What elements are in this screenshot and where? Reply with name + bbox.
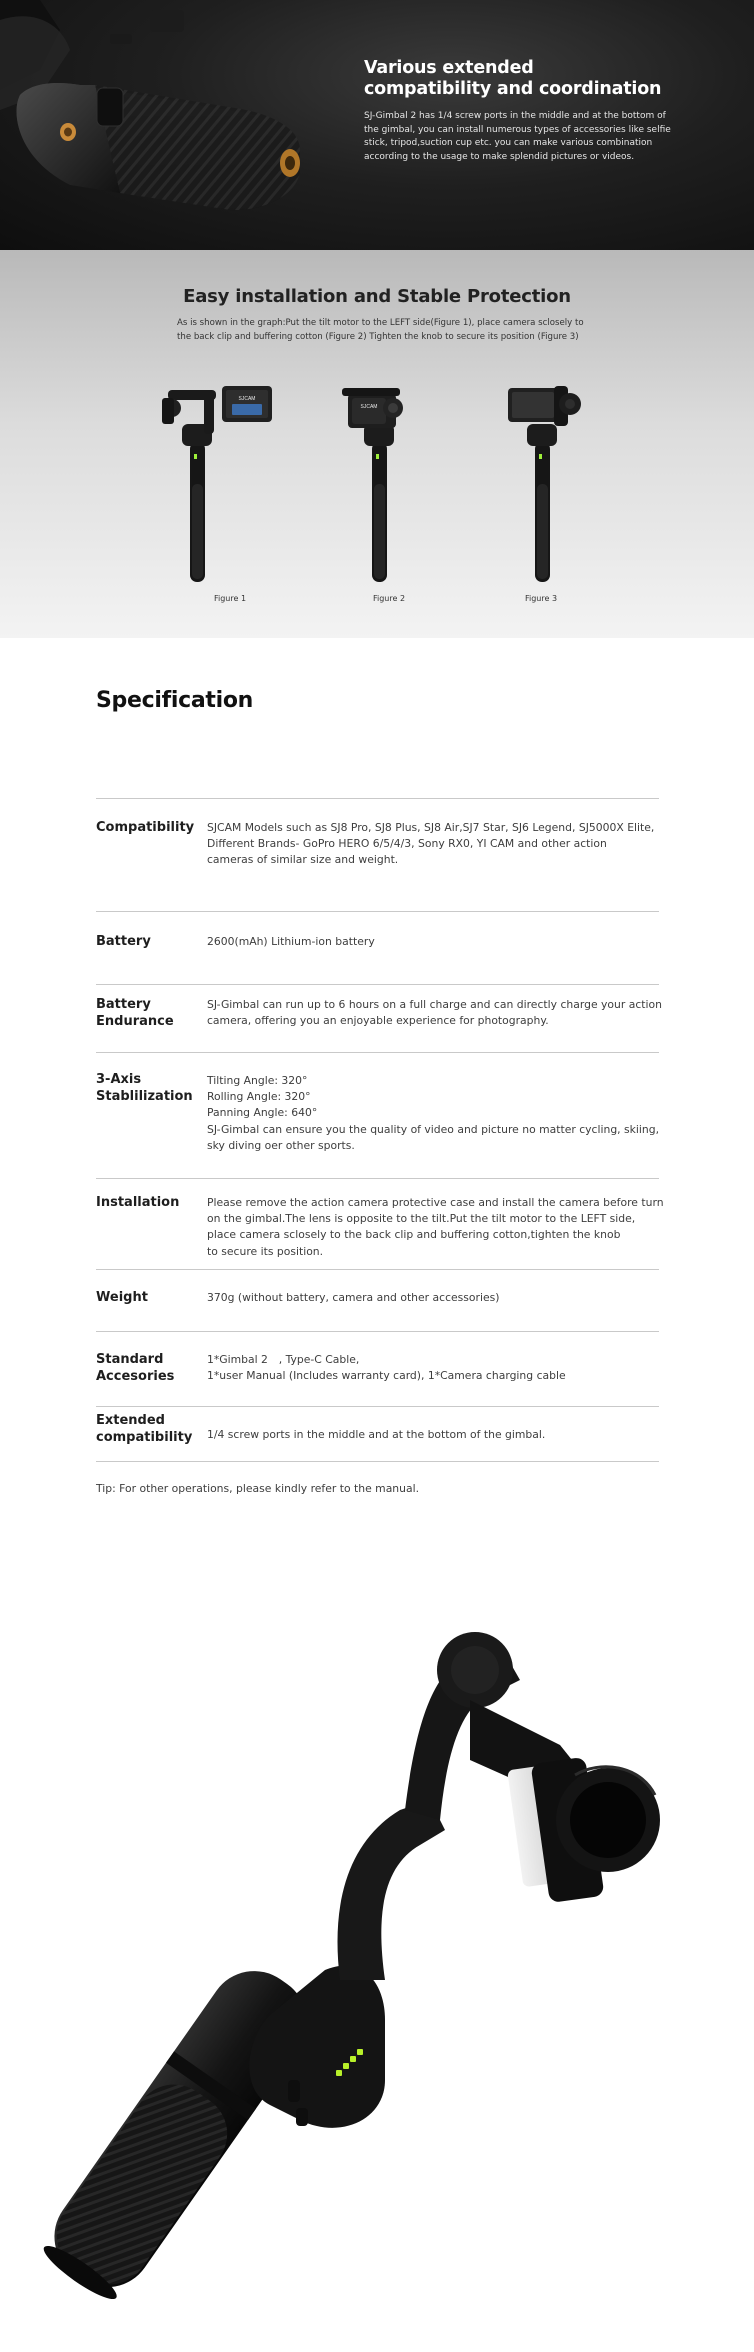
hero-description (364, 110, 686, 164)
tip-text: Tip: For other operations, please kindly refer to the manual. (96, 1482, 420, 1495)
camera-brand-label: SJCAM (238, 396, 256, 402)
spec-row-battery (96, 911, 659, 984)
spec-row-battery-endurance (96, 984, 662, 1052)
installation-text-line: As is shown in the graph:Put the tilt motor to the LEFT side(Figure 1), place camera sclosely to (177, 318, 584, 328)
spec-value-line: Please remove the action camera protective case and install the camera before turn (207, 1196, 664, 1209)
spec-value (207, 934, 659, 950)
hero-title-line: compatibility and coordination (364, 79, 662, 99)
spec-label-line: Battery (96, 934, 151, 949)
spec-label-line: compatibility (96, 1430, 193, 1445)
spec-row-compatibility (96, 798, 659, 911)
product-image-section (0, 1560, 754, 2352)
gimbal-product-image (0, 1560, 754, 2352)
hero-text-line: SJ-Gimbal 2 has 1/4 screw ports in the middle and at the bottom of (364, 111, 666, 121)
battery-led-1 (336, 2070, 342, 2076)
spec-value-line: Rolling Angle: 320° (207, 1090, 311, 1104)
hero-text-line: according to the usage to make splendid pictures or videos. (364, 151, 635, 162)
installation-text-line: the back clip and buffering cotton (Figure 2) Tighten the knob to secure its position (Figure 3) (177, 331, 579, 342)
hero-text-line: stick, tripod,suction cup etc. you can make various combination (364, 138, 653, 148)
spec-value-line: SJCAM Models such as SJ8 Pro, SJ8 Plus, SJ8 Air,SJ7 Star, SJ6 Legend, SJ5000X Elite, (207, 821, 655, 834)
figure-1-gimbal-image (152, 384, 278, 590)
spec-label-line: Weight (96, 1290, 148, 1305)
spec-label (96, 996, 206, 1030)
hero-text-line: the gimbal, you can install numerous types of accessories like selfie (364, 124, 671, 135)
spec-value (207, 1290, 659, 1306)
spec-value-line: 1/4 screw ports in the middle and at the bottom of the gimbal. (207, 1428, 546, 1441)
spec-table-bottom-divider (96, 1461, 659, 1462)
spec-value-line: place camera sclosely to the back clip and buffering cotton,tighten the knob (207, 1228, 621, 1242)
battery-led-4 (357, 2049, 363, 2055)
figure-2-gimbal-image (338, 384, 464, 590)
spec-label (96, 1194, 206, 1211)
spec-value-line: Tilting Angle: 320° (207, 1074, 308, 1087)
specification-title: Specification (96, 688, 254, 713)
hero-title-line: Various extended (364, 58, 534, 78)
spec-row-extended-compatibility (96, 1406, 659, 1461)
spec-value-line: 1*Gimbal 2 , Type-C Cable, (207, 1353, 360, 1366)
spec-label-line: Battery (96, 997, 151, 1012)
spec-label (96, 1071, 206, 1105)
spec-label-line: Compatibility (96, 820, 195, 835)
spec-value-line: 1*user Manual (Includes warranty card), 1*Camera charging cable (207, 1369, 566, 1383)
spec-value-line: to secure its position. (207, 1244, 324, 1258)
spec-label-line: Standard (96, 1352, 164, 1367)
spec-value-line: Different Brands- GoPro HERO 6/5/4/3, Sony RX0, YI CAM and other action (207, 837, 607, 851)
spec-value-line: SJ-Gimbal can ensure you the quality of video and picture no matter cycling, skiing, (207, 1122, 660, 1136)
figure-3-gimbal-image (492, 384, 618, 590)
spec-value (207, 820, 659, 869)
spec-label-line: Accesories (96, 1369, 175, 1384)
spec-value-line: SJ-Gimbal can run up to 6 hours on a full charge and can directly charge your action (207, 998, 662, 1011)
spec-label-line: Installation (96, 1195, 180, 1210)
spec-value (207, 997, 662, 1029)
spec-value (207, 1073, 659, 1154)
spec-label-line: Endurance (96, 1014, 174, 1029)
spec-row-3-axis-stabilization (96, 1052, 659, 1178)
spec-value-line: sky diving oer other sports. (207, 1138, 355, 1152)
spec-label (96, 1289, 206, 1306)
spec-label (96, 933, 206, 950)
battery-led-2 (343, 2063, 349, 2069)
spec-label (96, 1412, 206, 1446)
spec-label-line: 3-Axis (96, 1072, 142, 1087)
battery-led-3 (350, 2056, 356, 2062)
spec-value (207, 1352, 659, 1384)
hero-title (364, 58, 724, 100)
hero-banner (0, 0, 754, 250)
spec-label (96, 819, 206, 836)
spec-value-line: camera, offering you an enjoyable experience for photography. (207, 1014, 549, 1028)
spec-label-line: Stablilization (96, 1089, 193, 1104)
installation-description (177, 317, 584, 344)
figure-1-label: Figure 1 (213, 594, 247, 603)
spec-value (207, 1427, 659, 1443)
spec-value-line: Panning Angle: 640° (207, 1106, 318, 1120)
spec-row-weight (96, 1269, 659, 1331)
spec-row-installation (96, 1178, 664, 1269)
spec-value-line: 2600(mAh) Lithium-ion battery (207, 935, 375, 948)
camera-brand-label: SJCAM (360, 404, 378, 410)
spec-value-line: 370g (without battery, camera and other accessories) (207, 1291, 500, 1304)
figure-3-label: Figure 3 (524, 594, 558, 603)
spec-label-line: Extended (96, 1413, 165, 1428)
spec-value-line: cameras of similar size and weight. (207, 853, 399, 867)
spec-label (96, 1351, 206, 1385)
spec-value-line: on the gimbal.The lens is opposite to the tilt.Put the tilt motor to the LEFT side, (207, 1212, 636, 1226)
spec-row-standard-accessories (96, 1331, 659, 1406)
spec-value (207, 1195, 664, 1260)
figure-2-label: Figure 2 (372, 594, 406, 603)
installation-title: Easy installation and Stable Protection (183, 286, 571, 307)
